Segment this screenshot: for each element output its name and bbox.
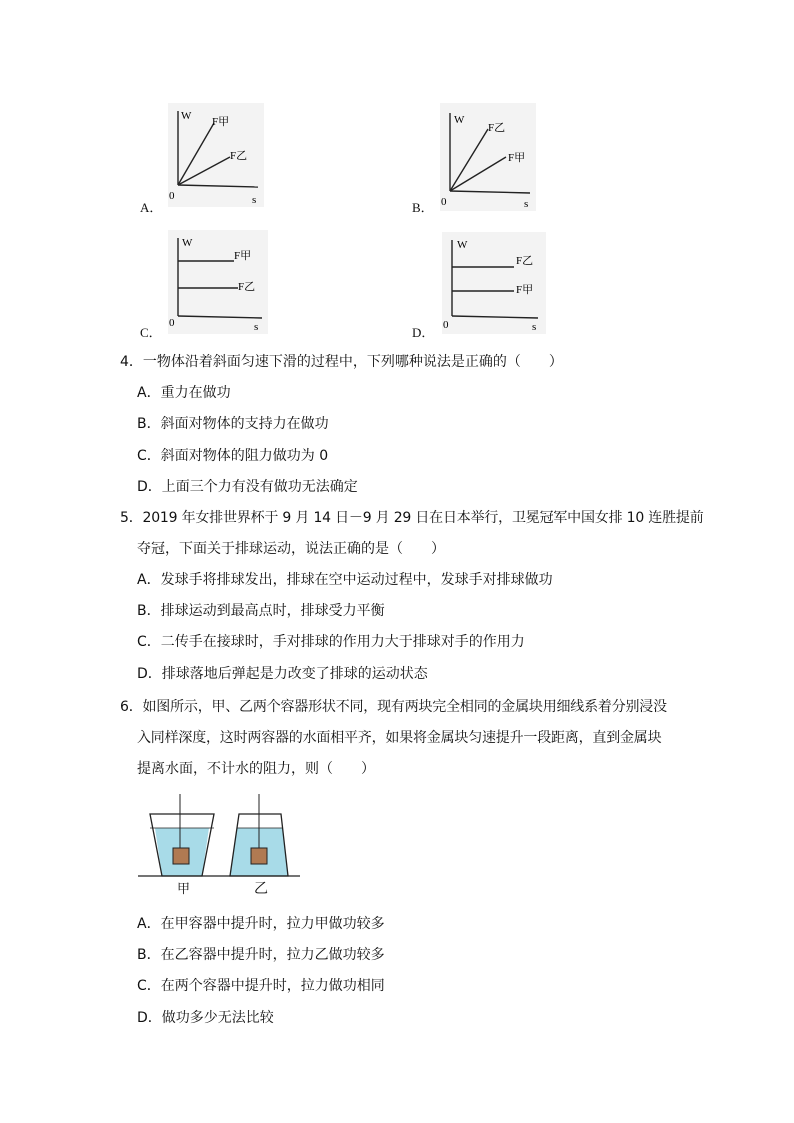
q6-option-d[interactable]: D．做功多少无法比较 <box>137 1010 274 1026</box>
graph-a-line1-label: F甲 <box>212 116 230 128</box>
option-d-label: D． <box>412 325 435 340</box>
graph-d <box>442 232 546 334</box>
graph-b-origin: 0 <box>441 196 447 208</box>
graph-b-line1-label: F乙 <box>488 122 506 134</box>
q4-option-b[interactable]: B．斜面对物体的支持力在做功 <box>137 416 329 432</box>
graph-a-x-label: s <box>252 194 257 206</box>
graph-c-y-label: W <box>182 237 193 249</box>
q4-stem: 4．一物体沿着斜面匀速下滑的过程中，下列哪种说法是正确的（ ） <box>120 354 563 370</box>
graph-d-origin: 0 <box>443 319 449 331</box>
graph-c <box>168 230 268 334</box>
q6-stem-line2: 入同样深度，这时两容器的水面相平齐，如果将金属块匀速提升一段距离，直到金属块 <box>137 730 662 746</box>
graph-a <box>168 103 264 207</box>
q4-option-a[interactable]: A．重力在做功 <box>137 385 231 401</box>
graph-b-x-axis <box>450 191 530 193</box>
q5-option-a[interactable]: A．发球手将排球发出，排球在空中运动过程中，发球手对排球做功 <box>137 572 553 588</box>
q4-option-d[interactable]: D．上面三个力有没有做功无法确定 <box>137 479 358 495</box>
graph-d-x-label: s <box>532 321 537 333</box>
graph-a-line2-label: F乙 <box>230 150 248 162</box>
graph-d-line1-label: F乙 <box>516 255 534 267</box>
graph-c-x-label: s <box>254 321 259 333</box>
graph-b-x-label: s <box>524 198 529 210</box>
q5-stem-line1: 5．2019 年女排世界杯于 9 月 14 日－9 月 29 日在日本举行，卫冕冠军中国女排 10 连胜提前 <box>120 510 704 526</box>
graph-b-line2-label: F甲 <box>508 152 526 164</box>
q6-option-a[interactable]: A．在甲容器中提升时，拉力甲做功较多 <box>137 916 385 932</box>
q5-option-b[interactable]: B．排球运动到最高点时，排球受力平衡 <box>137 603 385 619</box>
q6-option-b[interactable]: B．在乙容器中提升时，拉力乙做功较多 <box>137 947 385 963</box>
graph-a-origin: 0 <box>169 190 175 202</box>
q5-stem-line2: 夺冠，下面关于排球运动，说法正确的是（ ） <box>137 541 445 557</box>
graph-a-y-label: W <box>181 110 192 122</box>
option-b-label: B． <box>412 200 434 215</box>
q5-option-d[interactable]: D．排球落地后弹起是力改变了排球的运动状态 <box>137 666 428 682</box>
graph-b-line-jia <box>450 157 506 191</box>
q4-option-c[interactable]: C．斜面对物体的阻力做功为 0 <box>137 448 329 464</box>
container-yi-metal-block <box>251 848 267 864</box>
graph-c-line1-label: F甲 <box>234 250 252 262</box>
graph-d-y-label: W <box>457 239 468 251</box>
containers-figure <box>138 794 302 898</box>
graph-b-y-label: W <box>454 114 465 126</box>
container-jia-metal-block <box>173 848 189 864</box>
option-a-label: A． <box>140 200 163 215</box>
graph-c-x-axis <box>178 316 262 318</box>
graph-c-line2-label: F乙 <box>238 281 256 293</box>
container-jia-label: 甲 <box>177 882 191 897</box>
option-c-label: C． <box>140 325 162 340</box>
q5-option-c[interactable]: C．二传手在接球时，手对排球的作用力大于排球对手的作用力 <box>137 634 525 650</box>
graph-a-x-axis <box>178 185 258 187</box>
graph-b <box>440 103 536 211</box>
container-yi-label: 乙 <box>254 881 268 897</box>
graph-c-origin: 0 <box>169 317 175 329</box>
graph-d-x-axis <box>452 316 538 318</box>
graph-b-line-yi <box>450 129 488 191</box>
q6-option-c[interactable]: C．在两个容器中提升时，拉力做功相同 <box>137 978 385 994</box>
q6-stem-line1: 6．如图所示，甲、乙两个容器形状不同，现有两块完全相同的金属块用细线系着分别浸没 <box>120 699 667 715</box>
q6-stem-line3: 提离水面，不计水的阻力，则（ ） <box>137 761 375 777</box>
graph-d-line2-label: F甲 <box>516 284 534 296</box>
